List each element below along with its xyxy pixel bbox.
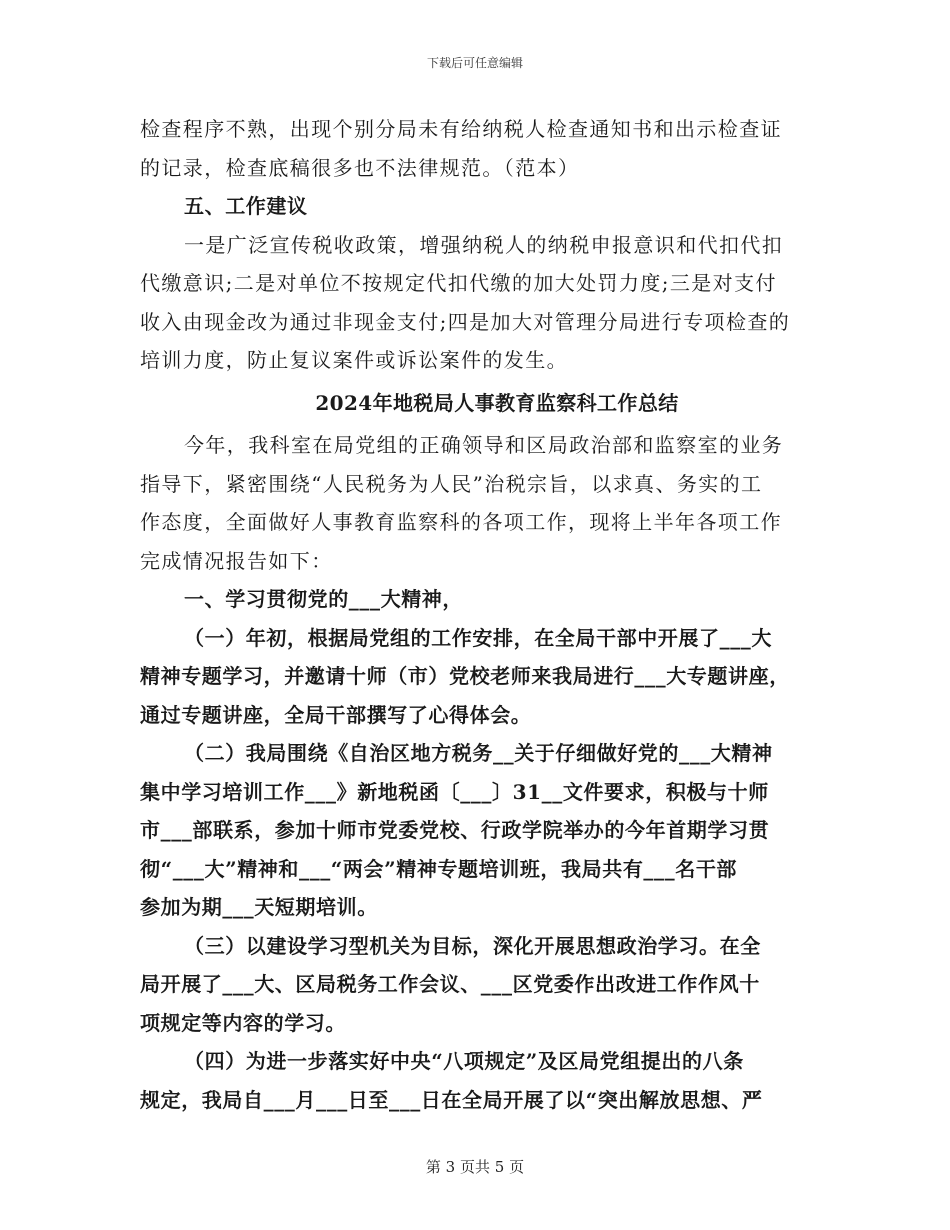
document-body: [140, 110, 830, 1119]
page-footer: 第 3 页共 5 页: [425, 1158, 525, 1176]
section-heading-five: 五、工作建议: [184, 194, 308, 218]
item-two-line: 彻“___大”精神和___“两会”精神专题培训班，我局共有___名干部: [140, 856, 738, 881]
paragraph-line: 一是广泛宣传税收政策，增强纳税人的纳税申报意识和代扣代扣: [184, 232, 784, 257]
item-one-line: （一）年初，根据局党组的工作安排，在全局干部中开展了___大: [184, 625, 772, 650]
item-two-line: 集中学习培训工作___》新地税函〔___〕31__文件要求，积极与十师: [140, 779, 769, 804]
item-two-line: （二）我局围绕《自治区地方税务__关于仔细做好党的___大精神: [184, 741, 773, 765]
item-two-line: 参加为期___天短期培训。: [140, 895, 378, 919]
item-three-line: 项规定等内容的学习。: [140, 1010, 346, 1035]
intro-line: 作态度，全面做好人事教育监察科的各项工作，现将上半年各项工作: [140, 510, 782, 534]
item-two-line: 市___部联系，参加十师市党委党校、行政学院举办的今年首期学习贯: [140, 818, 770, 842]
page-header: 下载后可任意编辑: [426, 56, 523, 70]
item-three-line: （三）以建设学习型机关为目标，深化开展思想政治学习。在全: [184, 933, 761, 958]
paragraph-line: 检查程序不熟，出现个别分局未有给纳税人检查通知书和出示检查证: [140, 117, 782, 141]
paragraph-line: 培训力度，防止复议案件或诉讼案件的发生。: [140, 348, 568, 372]
intro-line: 完成情况报告如下：: [140, 548, 333, 573]
item-four-line: （四）为进一步落实好中央“八项规定”及区局党组提出的八条: [184, 1049, 744, 1073]
report-title: 2024年地税局人事教育监察科工作总结: [315, 390, 679, 415]
section-heading-one: 一、学习贯彻党的___大精神，: [184, 587, 463, 611]
item-one-line: 精神专题学习，并邀请十师（市）党校老师来我局进行___大专题讲座，: [140, 664, 790, 688]
paragraph-line: 的记录，检查底稿很多也不法律规范。（范本）: [140, 155, 580, 180]
paragraph-line: 代缴意识;二是对单位不按规定代扣代缴的加大处罚力度;三是对支付: [140, 271, 777, 295]
paragraph-line: 收入由现金改为通过非现金支付;四是加大对管理分局进行专项检查的: [140, 309, 791, 334]
intro-line: 指导下，紧密围绕“人民税务为人民”治税宗旨，以求真、务实的工: [140, 471, 763, 496]
item-four-line: 规定，我局自___月___日至___日在全局开展了以“突出解放思想、严: [140, 1087, 763, 1112]
item-three-line: 局开展了___大、区局税务工作会议、___区党委作出改进工作作风十: [140, 972, 760, 996]
item-one-line: 通过专题讲座，全局干部撰写了心得体会。: [140, 702, 532, 727]
intro-line: 今年，我科室在局党组的正确领导和区局政治部和监察室的业务: [184, 433, 784, 457]
